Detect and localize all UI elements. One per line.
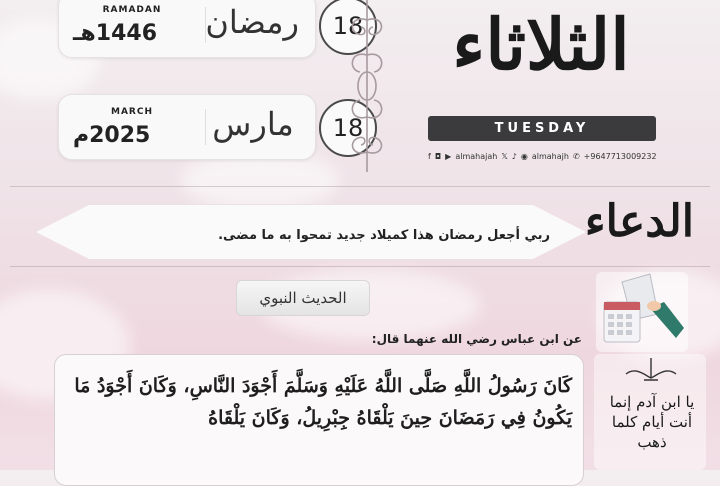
hadith-text: كَانَ رَسُولُ اللَّهِ صَلَّى اللَّهُ عَلَيْهِ وَسَلَّمَ أَجْوَدَ النَّاسِ، وَكَانَ أَجْوَدُ مَا يَكُونُ فِي رَمَضَانَ حِينَ يَلْقَاهُ جِبْرِيلُ، وَكَانَ يَلْقَاهُ [74, 375, 572, 429]
gregorian-date-card [58, 94, 364, 160]
phone-number[interactable]: +9647713009232 [583, 151, 657, 161]
instagram-icon: ◘ [434, 151, 442, 161]
calendar-illustration [592, 268, 690, 354]
divider [205, 109, 206, 145]
hadith-tag: الحديث النبوي [236, 280, 370, 316]
contact-handle[interactable]: almahajah [455, 151, 498, 161]
youtube-icon: ▶ [445, 151, 452, 161]
gregorian-day-number: 18 [319, 99, 377, 157]
hijri-date-card [58, 0, 364, 58]
social-contacts [428, 150, 656, 162]
hijri-year: 1446هـ [73, 21, 158, 46]
facebook-icon: f [428, 151, 431, 161]
dua-title: الدعاء [584, 196, 694, 247]
hijri-month-name: رمضان [205, 3, 299, 41]
hadith-narrator: عن ابن عباس رضي الله عنهما قال: [371, 332, 582, 346]
hijri-month-label: RAMADAN [102, 5, 162, 15]
day-name-english: TUESDAY [428, 116, 656, 141]
tiktok-icon: ♪ [511, 151, 517, 161]
hijri-day-number: 18 [319, 0, 377, 55]
whatsapp-icon: ✆ [572, 151, 580, 161]
contact-handle[interactable]: almahajh [531, 151, 569, 161]
gregorian-year: 2025م [73, 123, 151, 148]
quote-ornament [616, 356, 686, 386]
telegram-icon: ◉ [520, 151, 528, 161]
dua-text: ربي أجعل رمضان هذا كميلاد جديد تمحوا به ما مضى. [218, 228, 550, 243]
gregorian-month-label: MARCH [111, 107, 153, 117]
gregorian-month-name: مارس [212, 105, 294, 143]
day-name-arabic: الثلاثاء [452, 3, 630, 86]
ornament-divider [342, 0, 392, 172]
section-divider [10, 266, 710, 267]
section-divider [10, 186, 710, 187]
x-icon: 𝕏 [501, 151, 508, 161]
quote-text: يا ابن آدم إنما أنت أيام كلما ذهب [609, 393, 695, 451]
